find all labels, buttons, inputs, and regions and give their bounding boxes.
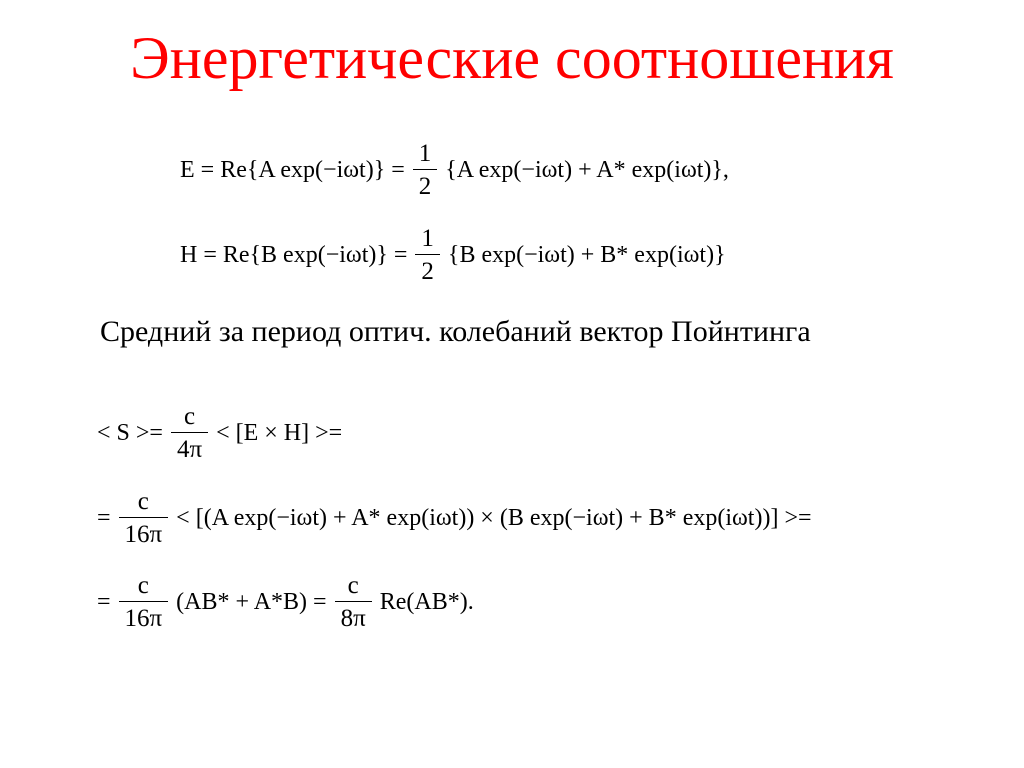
equation-lhs: < S >= <box>97 420 163 446</box>
equation-rhs: < [(A exp(−iωt) + A* exp(iωt)) × (B exp(−iωt) + B* exp(iωt))] >= <box>176 505 812 531</box>
fraction-numerator: c <box>347 572 359 599</box>
equation-poynting-expansion <box>95 483 814 553</box>
equation-lhs: = <box>97 589 111 615</box>
fraction-numerator: c <box>137 572 149 599</box>
fraction-numerator: 1 <box>418 140 432 167</box>
equation-rhs: {B exp(−iωt) + B* exp(iωt)} <box>447 242 726 268</box>
equation-lhs: = <box>97 505 111 531</box>
fraction-denominator: 16π <box>119 601 169 631</box>
fraction-denominator: 8π <box>335 601 372 631</box>
fraction-denominator: 2 <box>415 254 440 284</box>
fraction-numerator: c <box>137 488 149 515</box>
equation-middle: (AB* + A*B) = <box>176 589 327 615</box>
slide-title: Энергетические соотношения <box>130 25 894 91</box>
fraction-denominator: 4π <box>171 432 208 462</box>
equation-h-field <box>178 217 728 293</box>
fraction <box>335 573 372 631</box>
fraction <box>119 489 169 547</box>
fraction-denominator: 2 <box>413 169 438 199</box>
fraction <box>415 226 440 284</box>
fraction <box>413 141 438 199</box>
equation-lhs: H = Re{B exp(−iωt)} = <box>180 242 408 268</box>
poynting-caption: Средний за период оптич. колебаний вектор Пойнтинга <box>100 315 811 348</box>
fraction-numerator: 1 <box>421 225 434 252</box>
equation-e-field <box>178 132 731 208</box>
equation-rhs: Re(AB*). <box>379 589 474 615</box>
fraction <box>119 573 169 631</box>
equation-rhs: {A exp(−iωt) + A* exp(iωt)}, <box>445 157 729 183</box>
equation-poynting-average <box>95 398 344 468</box>
fraction-numerator: c <box>183 403 196 430</box>
fraction-denominator: 16π <box>119 517 169 547</box>
equation-rhs: < [E × H] >= <box>216 420 343 446</box>
equation-lhs: E = Re{A exp(−iωt)} = <box>180 157 405 183</box>
fraction <box>171 404 208 462</box>
equation-poynting-result <box>95 567 476 637</box>
